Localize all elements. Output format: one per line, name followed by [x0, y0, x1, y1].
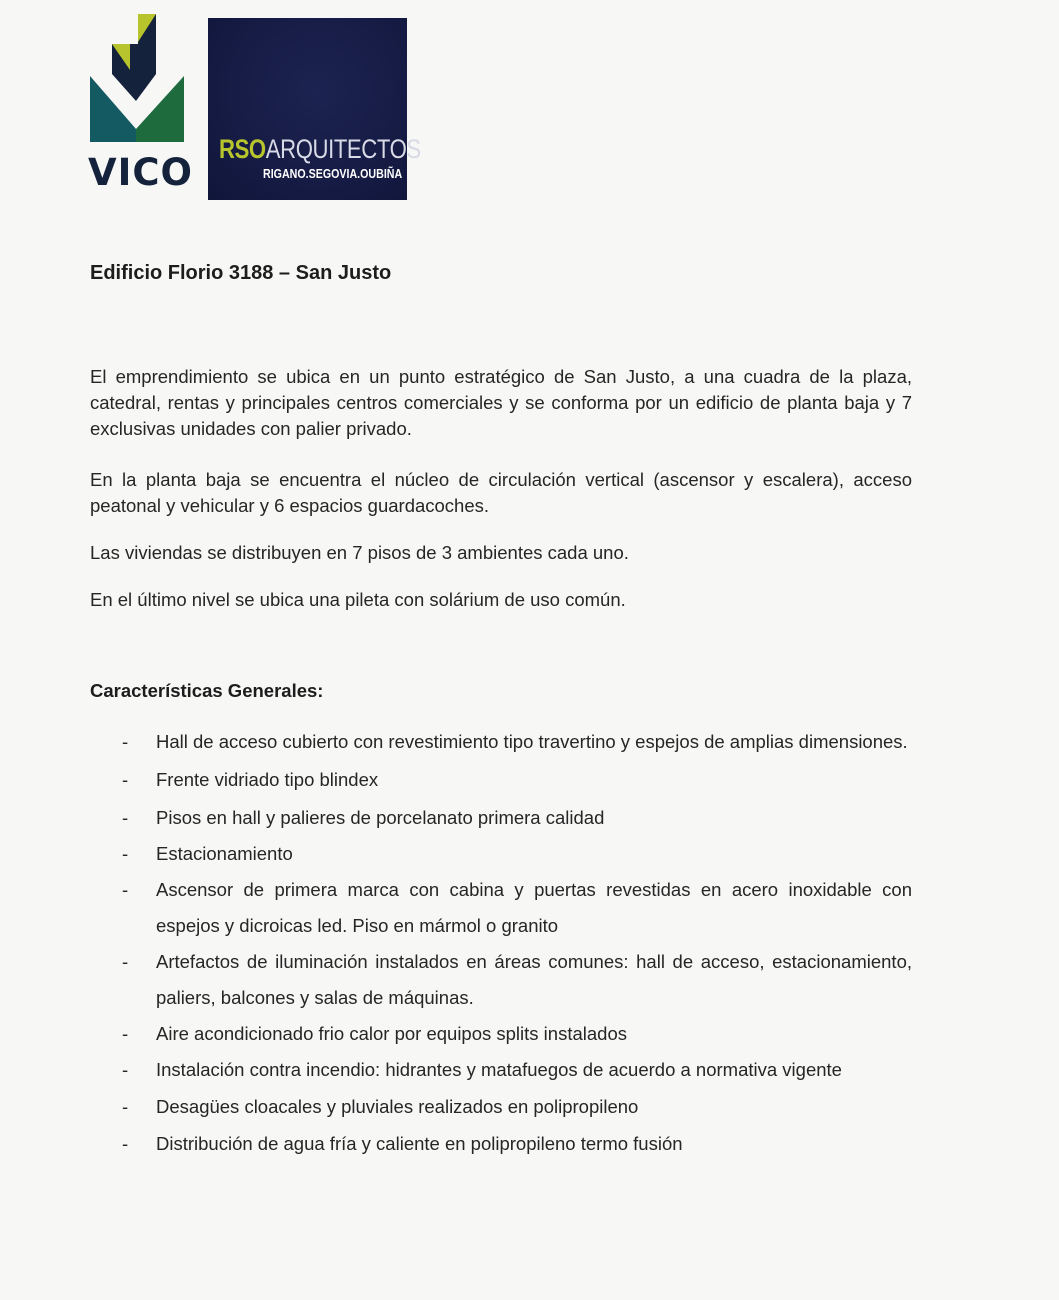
- feature-text: Ascensor de primera marca con cabina y puertas revestidas en acero inoxidable con espejos y dicroicas led. Piso en mármol o granito: [156, 879, 912, 936]
- bullet-dash: -: [122, 769, 129, 790]
- units-paragraph: Las viviendas se distribuyen en 7 pisos de 3 ambientes cada uno.: [90, 542, 629, 563]
- rso-accent-text: RSO: [219, 134, 266, 164]
- feature-text: Artefactos de iluminación instalados en áreas comunes: hall de acceso, estacionamiento, paliers, balcones y salas de máquinas.: [156, 951, 912, 1008]
- feature-item: [118, 1088, 912, 1125]
- vico-logo: [88, 14, 194, 196]
- ground-floor-paragraph: En la planta baja se encuentra el núcleo de circulación vertical (ascensor y escalera), acceso peatonal y vehicular y 6 espacios guardacoches.: [90, 469, 912, 516]
- rso-subtitle: RIGANO.SEGOVIA.OUBIÑA: [263, 166, 403, 181]
- bullet-dash: -: [122, 1059, 129, 1080]
- feature-item: [118, 872, 912, 944]
- rso-arquitectos-logo: [208, 18, 421, 200]
- rso-wordmark: [219, 136, 421, 163]
- feature-item: [118, 1016, 912, 1052]
- bullet-dash: -: [122, 879, 129, 900]
- features-list: [118, 724, 912, 1162]
- feature-text: Aire acondicionado frio calor por equipos splits instalados: [156, 1023, 627, 1044]
- vico-arrow-mark-icon: [88, 14, 186, 144]
- feature-item: [118, 800, 912, 836]
- bullet-dash: -: [122, 807, 129, 828]
- feature-text: Distribución de agua fría y caliente en polipropileno termo fusión: [156, 1133, 683, 1154]
- bullet-dash: -: [122, 1023, 129, 1044]
- feature-item: [118, 944, 912, 1016]
- feature-text: Estacionamiento: [156, 843, 293, 864]
- top-level-paragraph: En el último nivel se ubica una pileta con solárium de uso común.: [90, 589, 626, 610]
- feature-text: Instalación contra incendio: hidrantes y matafuegos de acuerdo a normativa vigente: [156, 1059, 842, 1080]
- features-heading: Características Generales:: [90, 680, 324, 701]
- feature-text: Pisos en hall y palieres de porcelanato primera calidad: [156, 807, 605, 828]
- bullet-dash: -: [122, 1096, 129, 1117]
- intro-paragraph: El emprendimiento se ubica en un punto estratégico de San Justo, a una cuadra de la plaza, catedral, rentas y principales centros comerciales y se conforma por un edificio de planta baja y 7 exclusivas unidades con palier privado.: [90, 366, 912, 439]
- bullet-dash: -: [122, 843, 129, 864]
- vico-wordmark: VICO: [88, 151, 194, 194]
- feature-item: [118, 724, 912, 760]
- bullet-dash: -: [122, 1133, 129, 1154]
- feature-item: [118, 1125, 912, 1162]
- bullet-dash: -: [122, 951, 129, 972]
- feature-item: [118, 762, 912, 798]
- document-title: Edificio Florio 3188 – San Justo: [90, 262, 392, 284]
- feature-item: [118, 836, 912, 872]
- bullet-dash: -: [122, 731, 129, 752]
- feature-text: Hall de acceso cubierto con revestimiento tipo travertino y espejos de amplias dimensiones.: [156, 731, 908, 752]
- feature-text: Desagües cloacales y pluviales realizados en polipropileno: [156, 1096, 639, 1117]
- feature-text: Frente vidriado tipo blindex: [156, 769, 379, 790]
- rso-rest-text: ARQUITECTOS: [265, 134, 421, 164]
- feature-item: [118, 1052, 912, 1088]
